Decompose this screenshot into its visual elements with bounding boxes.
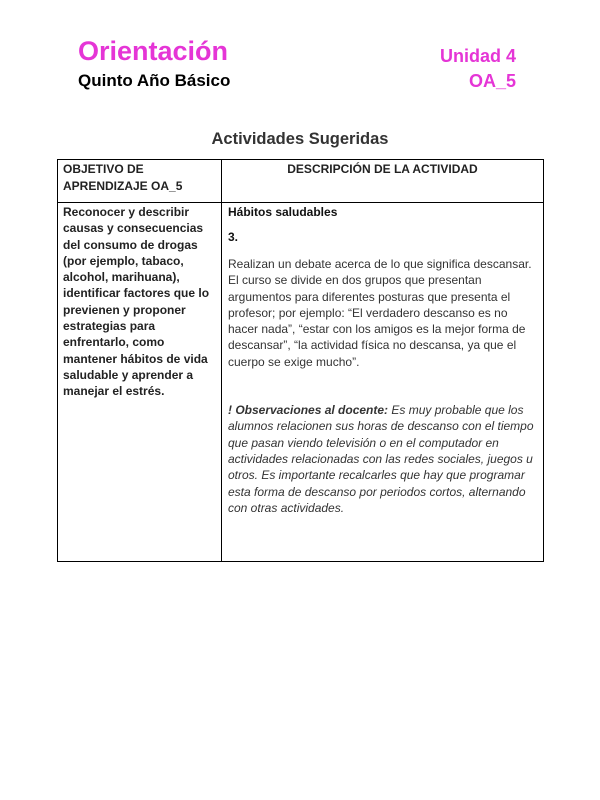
table-row-divider bbox=[58, 202, 543, 203]
objective-text: Reconocer y describir causas y consecuencias del consumo de drogas (por ejemplo, tabaco, alcohol, marihuana), identificar factores que lo previenen y proponer estrategias para enfrentarlo, como mantener hábitos de vida saludable y aprender a manejar el estrés. bbox=[63, 205, 210, 399]
header-objective: OBJETIVO DE APRENDIZAJE OA_5 bbox=[63, 162, 183, 193]
activity-number: 3. bbox=[228, 230, 239, 244]
header-description: DESCRIPCIÓN DE LA ACTIVIDAD bbox=[287, 162, 478, 176]
observations-text: Es muy probable que los alumnos relacionen sus horas de descanso con el tiempo que pasan viendo televisión o en el computador en actividades relacionadas con las redes sociales, juegos u otros. Es importante recalcarles que hay que programar esta forma de descanso por periodos cortos, alternando con otras actividades. bbox=[228, 403, 534, 515]
activity-title: Hábitos saludables bbox=[228, 205, 338, 219]
observations-label: ! Observaciones al docente: bbox=[228, 403, 389, 418]
description-cell bbox=[228, 204, 538, 516]
grade-label: Quinto Año Básico bbox=[78, 71, 231, 90]
oa-label: OA_5 bbox=[468, 71, 516, 91]
unit-label: Unidad 4 bbox=[439, 46, 516, 66]
activity-body: Realizan un debate acerca de lo que significa descansar. El curso se divide en dos grupos que presentan argumentos para diferentes posturas que presenta el profesor; por ejemplo: “El verdadero descanso es no hacer nada”, “estar con los amigos es la mejor forma de descansar”, “la actividad física no descansa, ya que el cuerpo se exige mucho”. bbox=[228, 257, 532, 369]
table-column-divider bbox=[221, 160, 222, 561]
page-header bbox=[78, 34, 520, 94]
activity-table bbox=[57, 159, 544, 562]
section-title: Actividades Sugeridas bbox=[211, 130, 389, 148]
subject-title: Orientación bbox=[78, 36, 229, 66]
teacher-observations bbox=[228, 402, 538, 516]
